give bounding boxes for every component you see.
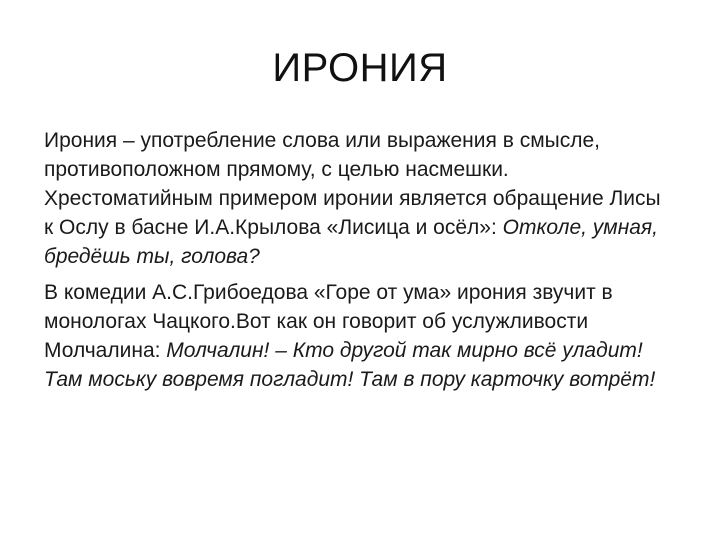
slide-title: ИРОНИЯ <box>272 46 448 90</box>
paragraph-text: В комедии А.С.Грибоедова «Горе от ума» ирония звучит в монологах Чацкого.Вот как он говорит об услужливости Молчалина: <box>44 281 613 362</box>
slide-body <box>44 126 664 401</box>
paragraph-text: Ирония – употребление слова или выражения в смысле, противоположном прямому, с целью насмешки. Хрестоматийным примером иронии является обращение Лисы к Ослу в басне И.А.Крылова «Лисица и осёл»: <box>44 129 661 239</box>
fable-quote: Отколе, умная, бредёшь ты, голова? <box>44 216 658 268</box>
paragraph-irony-definition <box>44 126 664 271</box>
paragraph-griboedov-example <box>44 278 664 394</box>
comedy-quote: Молчалин! – Кто другой так мирно всё уладит! Там моську вовремя погладит! Там в пору карточку вотрёт! <box>44 339 656 391</box>
